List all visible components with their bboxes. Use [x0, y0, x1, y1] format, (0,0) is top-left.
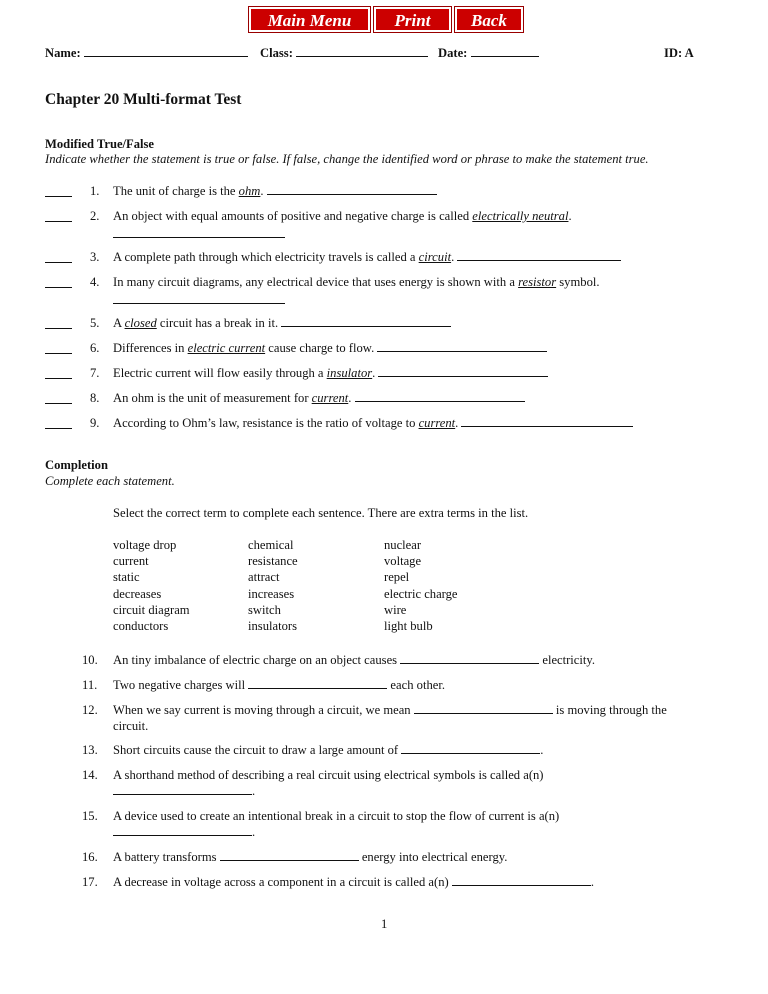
question-text: Short circuits cause the circuit to draw a large amount of	[113, 743, 402, 757]
correction-blank	[281, 316, 451, 327]
answer-blank-3	[45, 262, 72, 263]
word-bank-term: increases	[248, 586, 295, 601]
identified-term: closed	[124, 316, 157, 330]
question-11	[113, 678, 445, 693]
question-8	[113, 391, 525, 406]
question-text: is moving through the	[552, 703, 667, 717]
question-number: 16.	[82, 850, 98, 864]
question-text: .	[260, 184, 267, 198]
question-text: .	[590, 875, 595, 889]
question-text: In many circuit diagrams, any electrical device that uses energy is shown with a	[113, 275, 519, 289]
question-text: circuit.	[113, 719, 149, 733]
date-blank	[471, 46, 539, 57]
question-text: The unit of charge is the	[113, 184, 239, 198]
class-blank	[296, 46, 428, 57]
fill-blank	[113, 825, 252, 836]
question-text: electricity.	[539, 653, 596, 667]
question-number: 5.	[90, 316, 100, 330]
word-bank-term: conductors	[113, 619, 169, 634]
completion-heading: Completion	[45, 458, 108, 472]
question-number: 10.	[82, 653, 98, 667]
fill-blank	[400, 653, 539, 664]
word-bank-term: insulators	[248, 619, 297, 634]
question-text: .	[451, 250, 458, 264]
fill-blank	[220, 850, 359, 861]
question-number: 17.	[82, 875, 98, 889]
question-14-line2: .	[113, 784, 255, 799]
identified-term: insulator	[326, 366, 373, 380]
question-number: 15.	[82, 809, 98, 823]
question-text: circuit has a break in it.	[156, 316, 282, 330]
question-text: Electric current will flow easily through a	[113, 366, 327, 380]
fill-blank	[401, 743, 540, 754]
question-number: 7.	[90, 366, 100, 380]
page-title: Chapter 20 Multi-format Test	[45, 91, 242, 108]
question-14: A shorthand method of describing a real circuit using electrical symbols is called a(n)	[113, 768, 544, 782]
page-number: 1	[381, 917, 388, 931]
word-bank-term: attract	[248, 570, 280, 585]
name-label: Name:	[45, 46, 81, 60]
question-1	[113, 184, 437, 199]
word-bank-term: circuit diagram	[113, 602, 190, 617]
answer-blank-5	[45, 328, 72, 329]
fill-blank	[414, 703, 553, 714]
question-number: 1.	[90, 184, 100, 198]
question-9	[113, 416, 633, 431]
question-15-line2: .	[113, 825, 255, 840]
word-bank-term: resistance	[248, 554, 298, 569]
date-label: Date:	[438, 46, 468, 60]
answer-blank-2	[45, 221, 72, 222]
identified-term: ohm	[238, 184, 261, 198]
correction-blank	[113, 237, 285, 238]
question-text: .	[568, 209, 572, 223]
question-number: 6.	[90, 341, 100, 355]
question-number: 13.	[82, 743, 98, 757]
question-12	[113, 703, 667, 718]
question-text: A	[113, 316, 125, 330]
word-bank-term: light bulb	[384, 619, 433, 634]
identified-term: circuit	[418, 250, 452, 264]
back-button[interactable]: Back	[455, 7, 523, 32]
word-bank-term: nuclear	[384, 538, 422, 552]
answer-blank-4	[45, 287, 72, 288]
question-text: An object with equal amounts of positive and negative charge is called	[113, 209, 473, 223]
identified-term: electrically neutral	[472, 209, 569, 223]
main-menu-button[interactable]: Main Menu	[249, 7, 370, 32]
correction-blank	[378, 366, 548, 377]
answer-blank-7	[45, 378, 72, 379]
id-label: ID: A	[664, 46, 694, 60]
question-text: An tiny imbalance of electric charge on an object causes	[113, 653, 401, 667]
question-17	[113, 875, 594, 890]
question-3	[113, 250, 621, 265]
identified-term: current	[418, 416, 456, 430]
question-text: symbol.	[556, 275, 600, 289]
fill-blank	[248, 678, 387, 689]
question-text: energy into electrical energy.	[358, 850, 508, 864]
select-instructions: Select the correct term to complete each sentence. There are extra terms in the list.	[113, 506, 529, 520]
fill-blank	[452, 875, 591, 886]
identified-term: resistor	[518, 275, 557, 289]
question-text: When we say current is moving through a circuit, we mean	[113, 703, 414, 717]
word-bank-term: switch	[248, 602, 281, 617]
word-bank-term: chemical	[248, 538, 294, 552]
question-6	[113, 341, 547, 356]
word-bank-term: voltage	[384, 554, 422, 569]
question-number: 8.	[90, 391, 100, 405]
question-text: An ohm is the unit of measurement for	[113, 391, 312, 405]
nav-bar	[249, 7, 523, 32]
question-text: Differences in	[113, 341, 188, 355]
word-bank-term: wire	[384, 602, 407, 617]
question-number: 2.	[90, 209, 100, 223]
word-bank-term: electric charge	[384, 586, 458, 601]
fill-blank	[113, 784, 252, 795]
true-false-heading: Modified True/False	[45, 137, 155, 151]
question-text: A complete path through which electricity travels is called a	[113, 250, 419, 264]
class-label: Class:	[260, 46, 293, 60]
correction-blank	[113, 303, 285, 304]
word-bank-term: repel	[384, 570, 410, 585]
class-field	[260, 46, 428, 61]
date-field	[438, 46, 539, 61]
question-number: 12.	[82, 703, 98, 717]
word-bank-column-2	[248, 537, 298, 634]
word-bank-term: static	[113, 570, 140, 585]
question-text: According to Ohm’s law, resistance is the ratio of voltage to	[113, 416, 419, 430]
correction-blank	[457, 250, 621, 261]
word-bank-column-1	[113, 537, 190, 634]
word-bank-term: decreases	[113, 586, 162, 601]
question-10	[113, 653, 595, 668]
identified-term: current	[311, 391, 349, 405]
completion-instructions: Complete each statement.	[45, 474, 175, 488]
question-16	[113, 850, 507, 865]
answer-blank-6	[45, 353, 72, 354]
question-number: 3.	[90, 250, 100, 264]
word-bank-term: voltage drop	[113, 538, 177, 552]
question-text: .	[372, 366, 379, 380]
identified-term: electric current	[187, 341, 266, 355]
question-text: .	[348, 391, 355, 405]
question-4	[113, 275, 600, 290]
question-15: A device used to create an intentional break in a circuit to stop the flow of current is a(n)	[113, 809, 560, 823]
question-text: each other.	[387, 678, 445, 692]
question-text: cause charge to flow.	[265, 341, 378, 355]
question-5	[113, 316, 451, 331]
question-number: 9.	[90, 416, 100, 430]
question-text: A decrease in voltage across a component in a circuit is called a(n)	[113, 875, 452, 889]
question-number: 11.	[82, 678, 98, 692]
correction-blank	[267, 184, 437, 195]
question-text: .	[455, 416, 462, 430]
question-13	[113, 743, 543, 758]
question-text: Two negative charges will	[113, 678, 249, 692]
question-text: A battery transforms	[113, 850, 220, 864]
question-number: 4.	[90, 275, 100, 289]
word-bank-column-3	[384, 537, 458, 634]
print-button[interactable]: Print	[374, 7, 451, 32]
true-false-instructions: Indicate whether the statement is true or false. If false, change the identified word or phrase to make the statement true.	[45, 152, 649, 166]
correction-blank	[355, 391, 525, 402]
correction-blank	[461, 416, 633, 427]
name-field	[45, 46, 248, 61]
question-number: 14.	[82, 768, 98, 782]
word-bank-term: current	[113, 554, 149, 569]
answer-blank-9	[45, 428, 72, 429]
question-text: .	[540, 743, 544, 757]
question-7	[113, 366, 548, 381]
correction-blank	[377, 341, 547, 352]
answer-blank-1	[45, 196, 72, 197]
name-blank	[84, 46, 248, 57]
answer-blank-8	[45, 403, 72, 404]
question-2	[113, 209, 572, 224]
